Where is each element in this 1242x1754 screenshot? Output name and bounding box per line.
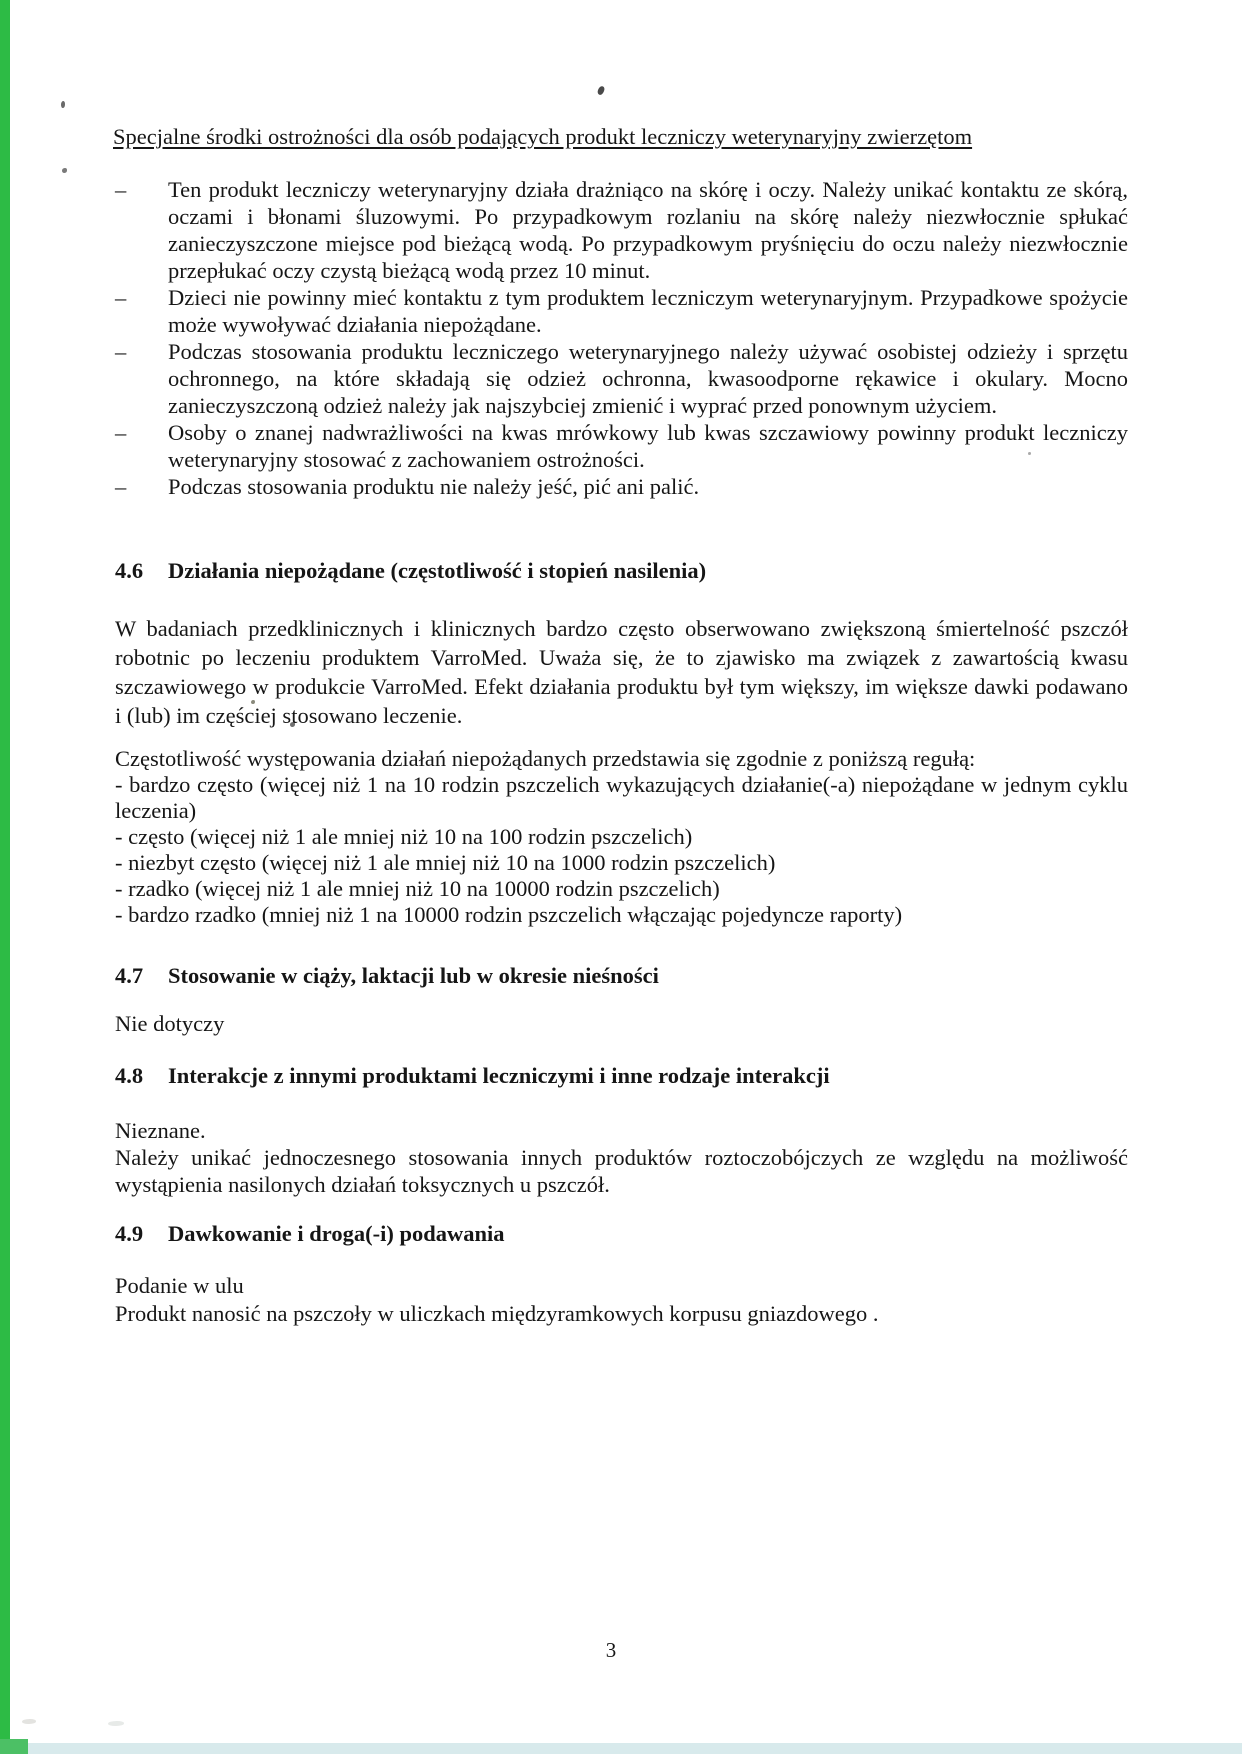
adverse-effects-paragraph: W badaniach przedklinicznych i klinicznych bardzo często obserwowano zwiększoną śmiertelność pszczół robotnic po leczeniu produktem VarroMed. Uważa się, że to zjawisko ma związek z zawartością kwasu szczawiowego w produkcie VarroMed. Efekt działania produktu był tym większy, im większe dawki podawano i (lub) im częściej stosowano leczenie. — [115, 616, 1128, 728]
dash-bullet-marker: – — [115, 339, 127, 364]
frequency-item: - bardzo rzadko (mniej niż 1 na 10000 rodzin pszczelich włączając pojedyncze raporty) — [115, 902, 903, 927]
section-title: Dawkowanie i droga(-i) podawania — [168, 1221, 505, 1246]
list-item-text: Podczas stosowania produktu nie należy jeść, pić ani palić. — [168, 474, 700, 499]
frequency-rule-block — [115, 746, 1128, 928]
list-item — [115, 284, 1128, 338]
section-heading-4-9 — [115, 1220, 1128, 1247]
list-item-text: Osoby o znanej nadwrażliwości na kwas mrówkowy lub kwas szczawiowy powinny produkt leczniczy weterynaryjny stosować z zachowaniem ostrożności. — [168, 420, 1128, 472]
pregnancy-use-text: Nie dotyczy — [115, 1011, 225, 1036]
precautions-bullet-list — [115, 176, 1128, 500]
section-number: 4.6 — [115, 558, 144, 583]
section-title: Działania niepożądane (częstotliwość i stopień nasilenia) — [168, 558, 707, 583]
section-number: 4.9 — [115, 1221, 144, 1246]
section-heading-4-8 — [115, 1062, 1128, 1089]
frequency-item: - niezbyt często (więcej niż 1 ale mniej niż 10 na 1000 rodzin pszczelich) — [115, 850, 776, 875]
scanner-edge-left-strip — [0, 0, 10, 1754]
frequency-item: - często (więcej niż 1 ale mniej niż 10 na 100 rodzin pszczelich) — [115, 824, 693, 849]
interactions-block — [115, 1117, 1128, 1198]
scan-speck — [62, 168, 67, 173]
scan-speck — [61, 101, 65, 108]
dash-bullet-marker: – — [115, 474, 127, 499]
section-heading-4-6 — [115, 557, 1128, 584]
interactions-line: Nieznane. — [115, 1118, 206, 1143]
dash-bullet-marker: – — [115, 420, 127, 445]
section-title: Stosowanie w ciąży, laktacji lub w okresie nieśności — [168, 963, 659, 988]
list-item — [115, 473, 1128, 500]
frequency-item: - bardzo często (więcej niż 1 na 10 rodzin pszczelich wykazujących działanie(-a) niepożądane w jednym cyklu leczenia) — [115, 772, 1128, 823]
scanner-edge-bottom-left-corner — [0, 1739, 28, 1754]
list-item-text: Ten produkt leczniczy weterynaryjny działa drażniąco na skórę i oczy. Należy unikać kontaktu ze skórą, oczami i błonami śluzowymi. Po przypadkowym rozlaniu na skórę należy niezwłocznie spłukać zanieczyszczone miejsce pod bieżącą wodą. Po przypadkowym pryśnięciu do oczu należy niezwłocznie przepłukać oczy czystą bieżącą wodą przez 10 minut. — [168, 177, 1128, 283]
scan-speck — [22, 1719, 36, 1724]
dosage-line: Produkt nanosić na pszczoły w uliczkach międzyramkowych korpusu gniazdowego . — [115, 1301, 879, 1326]
section-heading-special-precautions: Specjalne środki ostrożności dla osób podających produkt leczniczy weterynaryjny zwierzętom — [113, 124, 973, 149]
scan-speck — [597, 85, 606, 96]
page-number: 3 — [605, 1638, 617, 1662]
dosage-block — [115, 1272, 1128, 1328]
list-item — [115, 338, 1128, 419]
section-heading-4-7 — [115, 962, 1128, 989]
dash-bullet-marker: – — [115, 177, 127, 202]
dash-bullet-marker: – — [115, 285, 127, 310]
list-item-text: Dzieci nie powinny mieć kontaktu z tym produktem leczniczym weterynaryjnym. Przypadkowe spożycie może wywoływać działania niepożądane. — [168, 285, 1128, 337]
frequency-item: - rzadko (więcej niż 1 ale mniej niż 10 na 10000 rodzin pszczelich) — [115, 876, 720, 901]
interactions-paragraph: Należy unikać jednoczesnego stosowania innych produktów roztoczobójczych ze względu na możliwość wystąpienia nasilonych działań toksycznych u pszczół. — [115, 1145, 1128, 1197]
list-item — [115, 419, 1128, 473]
section-number: 4.8 — [115, 1063, 144, 1088]
dosage-line: Podanie w ulu — [115, 1273, 244, 1298]
list-item — [115, 176, 1128, 284]
list-item-text: Podczas stosowania produktu leczniczego weterynaryjnego należy używać osobistej odzieży i sprzętu ochronnego, na które składają się odzież ochronna, kwasoodporne rękawice i okulary. Mocno zanieczyszczoną odzież należy jak najszybciej zmienić i wyprać przed ponownym użyciem. — [168, 339, 1128, 418]
section-title: Interakcje z innymi produktami leczniczymi i inne rodzaje interakcji — [168, 1063, 830, 1088]
section-number: 4.7 — [115, 963, 144, 988]
scan-speck — [108, 1721, 124, 1726]
frequency-intro: Częstotliwość występowania działań niepożądanych przedstawia się zgodnie z poniższą regułą: — [115, 746, 976, 771]
scanner-edge-bottom-strip — [0, 1743, 1242, 1754]
